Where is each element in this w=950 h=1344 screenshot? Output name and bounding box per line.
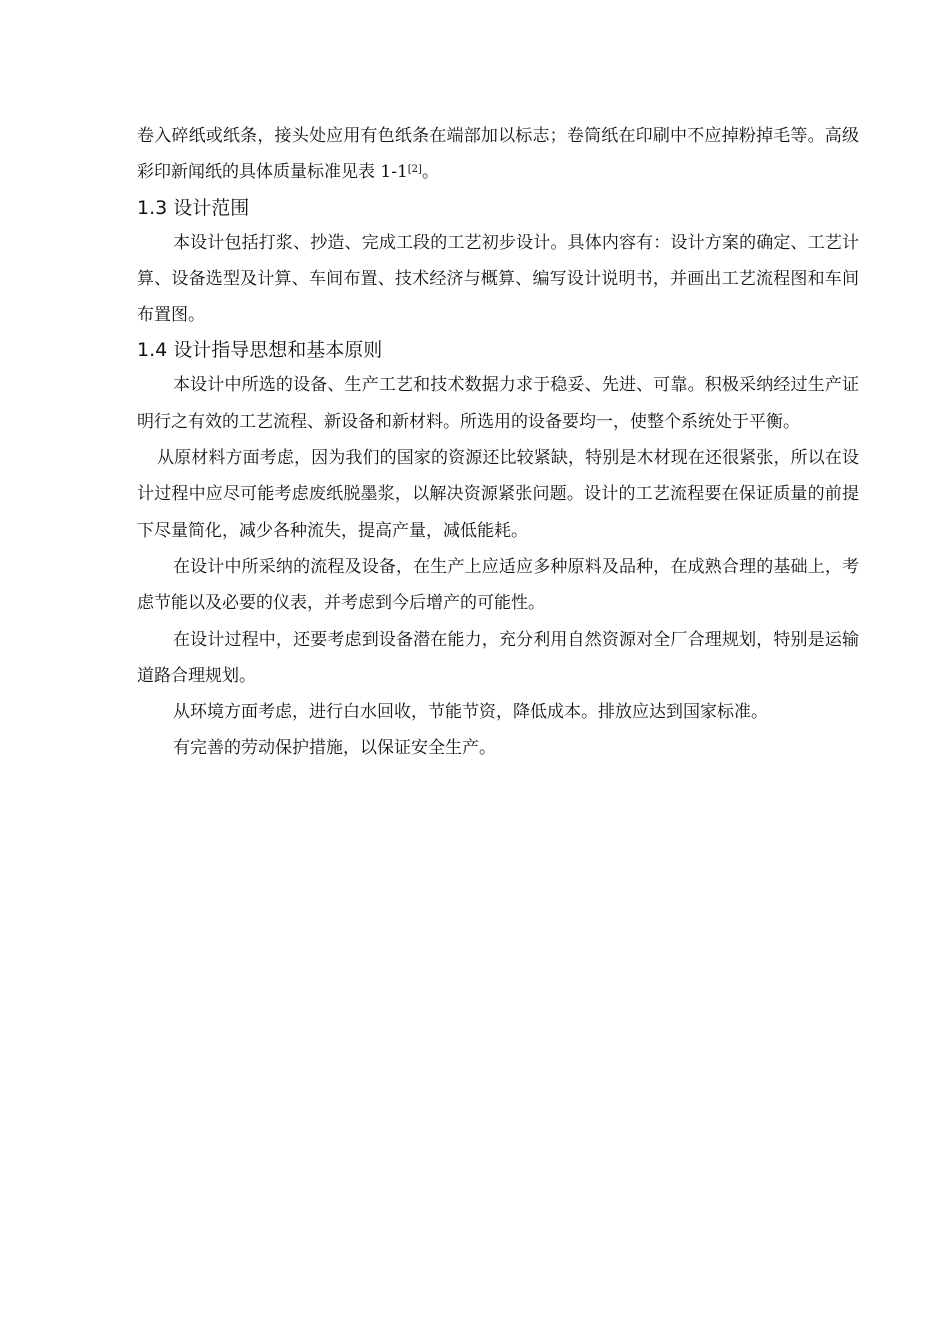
paragraph: 有完善的劳动保护措施，以保证安全生产。 <box>173 738 496 759</box>
paragraph: 从原材料方面考虑，因为我们的国家的资源还比较紧缺，特别是木材现在还很紧张，所以在设计过程中应尽可能考虑废纸脱墨浆，以解决资源紧张问题。设计的工艺流程要在保证质量的前提下尽量简化，减少各种流失，提高产量，减低能耗。 <box>137 448 859 541</box>
paragraph: 本设计包括打浆、抄造、完成工段的工艺初步设计。具体内容有：设计方案的确定、工艺计算、设备选型及计算、车间布置、技术经济与概算、编写设计说明书，并画出工艺流程图和车间布置图。 <box>137 232 859 326</box>
reference-superscript: [2] <box>407 164 422 176</box>
section-heading-1-3: 1.3 设计范围 <box>137 196 250 219</box>
intro-paragraph <box>137 118 859 191</box>
paragraph: 在设计过程中，还要考虑到设备潜在能力，充分利用自然资源对全厂合理规划，特别是运输道路合理规划。 <box>137 629 859 686</box>
paragraph: 从环境方面考虑，进行白水回收，节能节资，降低成本。排放应达到国家标准。 <box>173 702 768 723</box>
intro-text: 卷入碎纸或纸条，接头处应用有色纸条在端部加以标志；卷筒纸在印刷中不应掉粉掉毛等。高级彩印新闻纸的具体质量标准见表 1-1 <box>137 126 859 183</box>
section-heading-1-4: 1.4 设计指导思想和基本原则 <box>137 339 383 362</box>
paragraph: 本设计中所选的设备、生产工艺和技术数据力求于稳妥、先进、可靠。积极采纳经过生产证明行之有效的工艺流程、新设备和新材料。所选用的设备要均一，使整个系统处于平衡。 <box>137 375 859 432</box>
intro-text-end: 。 <box>421 162 439 183</box>
document-body <box>137 118 859 767</box>
paragraph: 在设计中所采纳的流程及设备，在生产上应适应多种原料及品种，在成熟合理的基础上，考虑节能以及必要的仪表，并考虑到今后增产的可能性。 <box>137 556 859 614</box>
